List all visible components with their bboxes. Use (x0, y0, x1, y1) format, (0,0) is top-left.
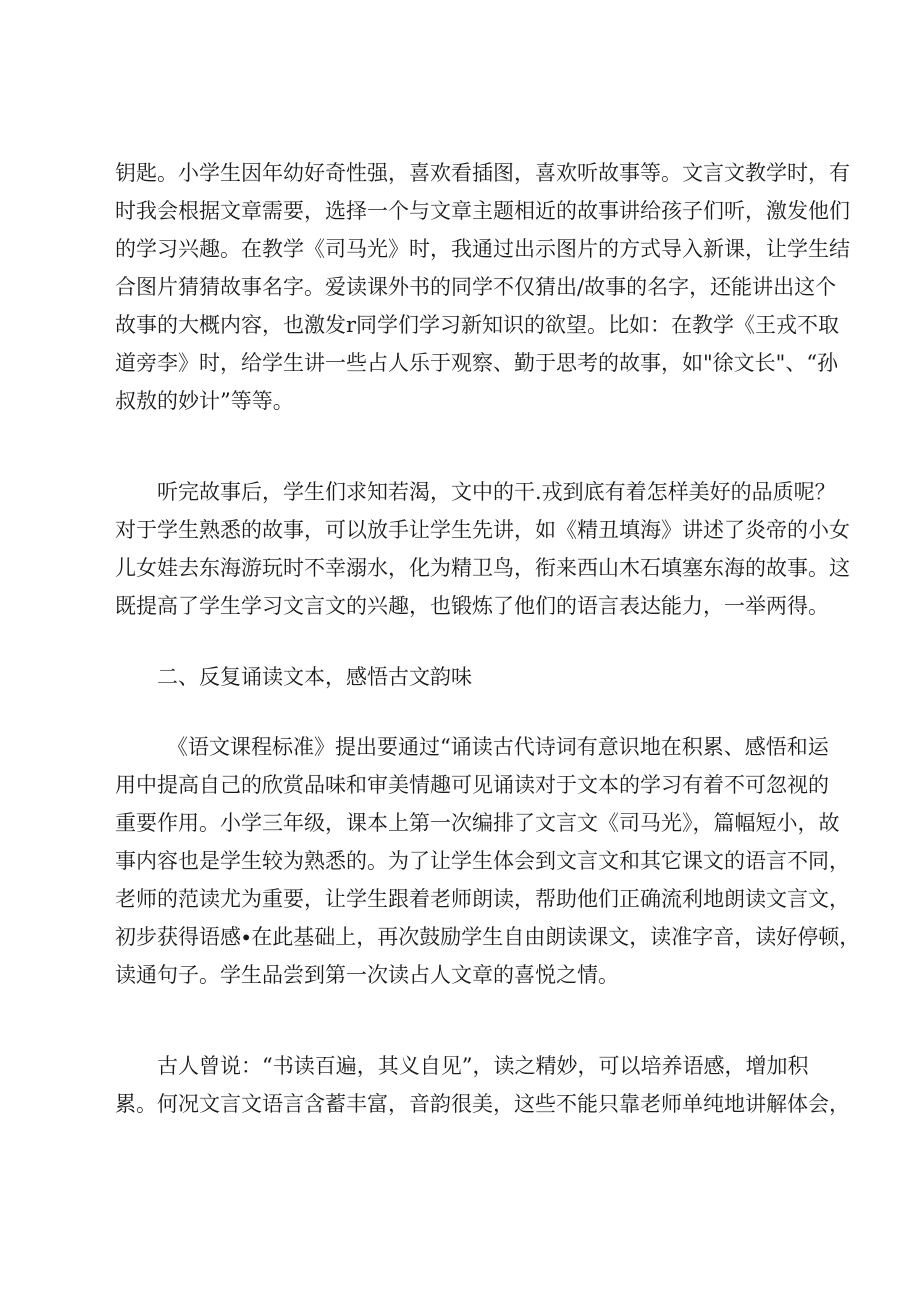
text-line: 道旁李》时，给学生讲一些占人乐于观察、勤于思考的故事，如"徐文长"、“孙 (115, 351, 839, 375)
text-line: 《语文课程标准》提出要通过“诵读古代诗词有意识地在积累、感悟和运 (167, 735, 829, 759)
text-line: 叔敖的妙计”等等。 (115, 389, 294, 413)
text-line: 用中提高自己的欣赏品味和审美情趣可见诵读对于文本的学习有着不可忽视的 (115, 773, 829, 797)
text-line: 的学习兴趣。在教学《司马光》时，我通过出示图片的方式导入新课，让学生结 (115, 237, 850, 261)
heading-text: 二、反复诵读文本，感悟古文韵味 (157, 665, 472, 689)
text-line: 读通句子。学生品尝到第一次读占人文章的喜悦之情。 (115, 963, 619, 987)
paragraph-after-story (115, 473, 850, 625)
text-line: 既提高了学生学习文言文的兴趣，也锻炼了他们的语言表达能力，一举两得。 (115, 594, 829, 618)
paragraph-curriculum-standard (115, 728, 861, 994)
text-line: 重要作用。小学三年级，课本上第一次编排了文言文《司马光》，篇幅短小，故 (115, 811, 840, 835)
text-line: 初步获得语感∙在此基础上，再次鼓励学生自由朗读课文，读准字音，读好停顿， (115, 925, 861, 949)
paragraph-ancient-saying (115, 1047, 850, 1123)
text-line: 时我会根据文章需要，选择一个与文章主题相近的故事讲给孩子们听，激发他们 (115, 199, 850, 223)
text-line: 古人曾说：“书读百遍，其义自见”，读之精妙，可以培养语感，增加积 (157, 1054, 809, 1078)
text-line: 对于学生熟悉的故事，可以放手让学生先讲，如《精丑填海》讲述了炎帝的小女 (115, 518, 850, 542)
paragraph-story-intro (115, 154, 850, 420)
text-line: 老师的范读尤为重要，让学生跟着老师朗读，帮助他们正确流利地朗读文言文， (115, 887, 850, 911)
text-line: 事内容也是学生较为熟悉的。为了让学生体会到文言文和其它课文的语言不同， (115, 849, 850, 873)
section-heading (115, 658, 805, 696)
text-line: 儿女娃去东海游玩时不幸溺水，化为精卫鸟，衔来西山木石填塞东海的故事。这 (115, 556, 850, 580)
text-line: 累。何况文言文语言含蓄丰富，音韵很美，这些不能只靠老师单纯地讲解体会， (115, 1092, 850, 1116)
text-line: 钥匙。小学生因年幼好奇性强，喜欢看插图，喜欢听故事等。文言文教学时，有 (115, 161, 850, 185)
text-line: 听完故事后，学生们求知若渴，文中的干.戎到底有着怎样美好的品质呢？ (157, 480, 836, 504)
text-line: 合图片猜猜故事名字。爱读课外书的同学不仅猜出/故事的名字，还能讲出这个 (115, 275, 837, 299)
text-line: 故事的大概内容，也激发r同学们学习新知识的欲望。比如：在教学《王戎不取 (115, 313, 840, 337)
